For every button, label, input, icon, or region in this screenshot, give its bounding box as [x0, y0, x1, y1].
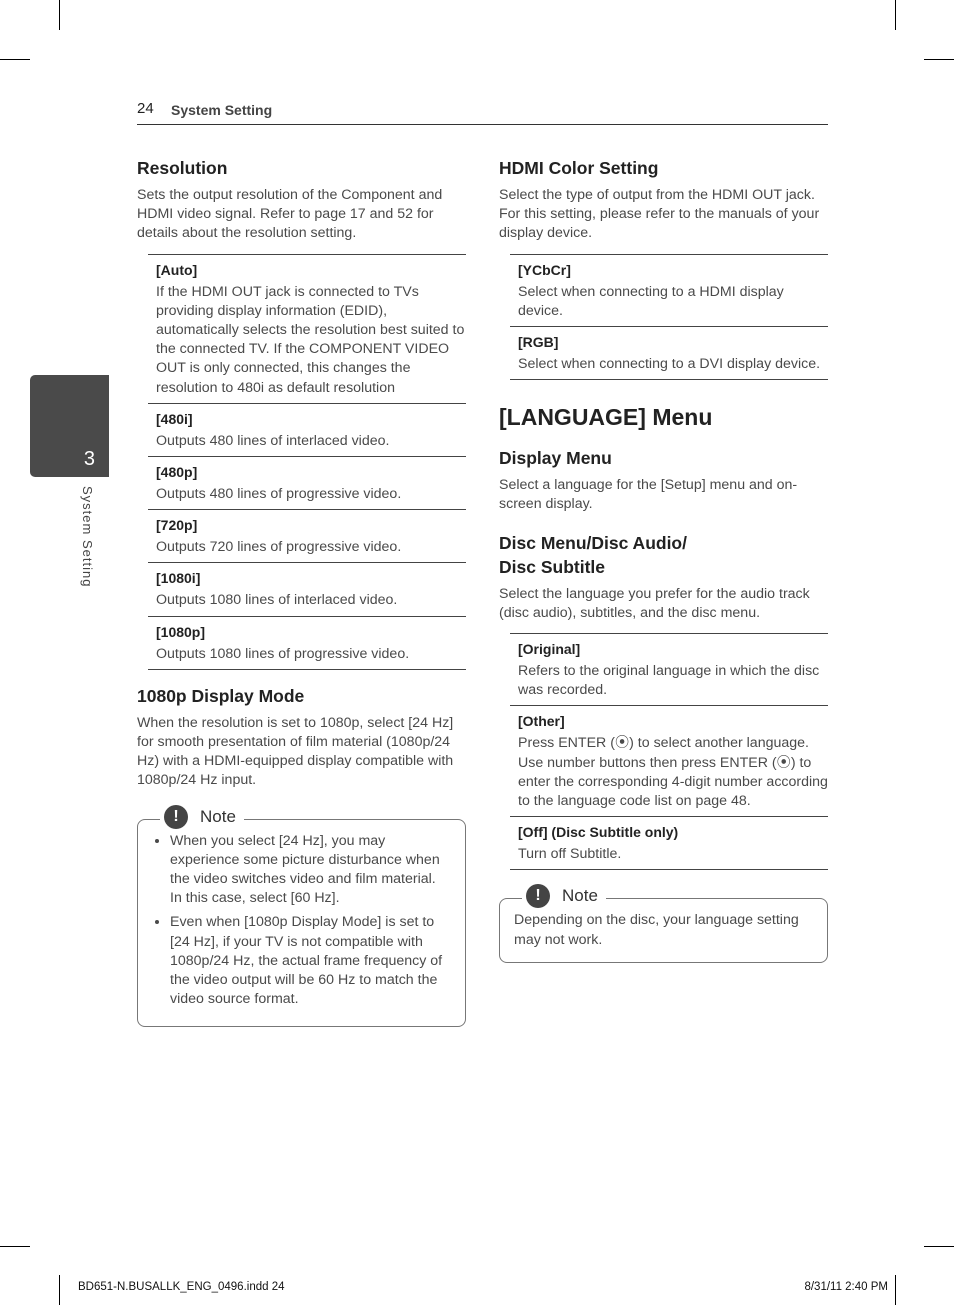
option-title: [Off] (Disc Subtitle only) — [518, 824, 679, 841]
option-row — [148, 563, 466, 616]
left-column — [137, 156, 466, 1027]
right-column — [499, 156, 828, 963]
note-label: Note — [200, 806, 236, 826]
resolution-heading: Resolution — [137, 158, 228, 178]
option-row — [148, 404, 466, 457]
crop-mark — [0, 59, 30, 60]
option-desc: Outputs 480 lines of interlaced video. — [156, 432, 390, 449]
display-mode-intro: When the resolution is set to 1080p, select [24 Hz] for smooth presentation of film material (1080p/24 Hz) with a HDMI-equipped display compatible with 1080p/24 Hz input. — [137, 714, 454, 789]
option-title: [480p] — [156, 464, 198, 481]
note-header — [522, 884, 606, 908]
option-title: [1080i] — [156, 570, 201, 587]
option-desc: Select when connecting to a DVI display device. — [518, 356, 821, 373]
crop-mark — [0, 1246, 30, 1247]
page-header — [137, 98, 828, 125]
option-title: [Auto] — [156, 261, 198, 278]
option-row — [510, 634, 828, 706]
display-menu-intro: Select a language for the [Setup] menu and on-screen display. — [499, 477, 798, 513]
option-desc: Select when connecting to a HDMI display device. — [518, 283, 784, 319]
option-row — [148, 255, 466, 404]
option-title: [Original] — [518, 641, 581, 658]
option-desc: Outputs 1080 lines of progressive video. — [156, 645, 410, 662]
option-desc: If the HDMI OUT jack is connected to TVs providing display information (EDID), automatically selects the resolution best suited to the connected TV. If the COMPONENT VIDEO OUT is only connected, this changes the resolution to 480i as default resolution — [156, 283, 465, 396]
option-row — [148, 510, 466, 563]
disc-menu-options — [510, 633, 828, 870]
chapter-number: 3 — [83, 448, 95, 470]
resolution-options — [148, 254, 466, 670]
option-title: [480i] — [156, 410, 193, 427]
option-title: [YCbCr] — [518, 261, 571, 278]
disc-menu-intro: Select the language you prefer for the audio track (disc audio), subtitles, and the disc menu. — [499, 585, 810, 621]
option-title: [1080p] — [156, 623, 206, 640]
option-desc: Outputs 480 lines of progressive video. — [156, 486, 402, 503]
option-title: [Other] — [518, 713, 565, 730]
option-desc: Press ENTER (⦿) to select another language. Use number buttons then press ENTER (⦿) to enter the corresponding 4-digit number according to the language code list on page 48. — [518, 735, 828, 810]
note-label: Note — [562, 886, 598, 906]
crop-mark — [59, 1275, 60, 1305]
section-title: System Setting — [171, 102, 273, 118]
hdmi-color-intro: Select the type of output from the HDMI OUT jack. For this setting, please refer to the manuals of your display device. — [499, 187, 820, 242]
note-list — [152, 832, 451, 1010]
resolution-intro: Sets the output resolution of the Component and HDMI video signal. Refer to page 17 and 52 for details about the resolution setting. — [137, 187, 443, 242]
disc-menu-heading-line2: Disc Subtitle — [499, 556, 605, 577]
option-title: [RGB] — [518, 334, 559, 351]
option-desc: Outputs 1080 lines of interlaced video. — [156, 592, 398, 609]
option-row — [510, 327, 828, 380]
display-mode-heading: 1080p Display Mode — [137, 685, 305, 706]
language-menu-heading: [LANGUAGE] Menu — [499, 404, 713, 431]
option-desc: Refers to the original language in which the disc was recorded. — [518, 663, 820, 699]
note-box — [137, 806, 466, 1028]
note-text: Depending on the disc, your language setting may not work. — [514, 912, 799, 948]
hdmi-color-options — [510, 254, 828, 381]
crop-mark — [59, 0, 60, 30]
exclamation-icon: ! — [526, 884, 550, 908]
option-desc: Turn off Subtitle. — [518, 846, 622, 863]
note-item: • Even when [1080p Display Mode] is set to [24 Hz], if your TV is not compatible with 1080p/24 Hz, the actual frame frequency of the video output will be 60 Hz to match the video source format. — [170, 913, 451, 1009]
option-row — [148, 617, 466, 670]
chapter-side-label: System Setting — [80, 486, 95, 588]
crop-mark — [895, 0, 896, 30]
hdmi-color-heading: HDMI Color Setting — [499, 158, 659, 178]
footer-file: BD651-N.BUSALLK_ENG_0496.indd 24 — [78, 1281, 285, 1293]
display-menu-heading: Display Menu — [499, 448, 612, 469]
exclamation-icon: ! — [164, 805, 188, 829]
option-title: [720p] — [156, 517, 198, 534]
option-row — [510, 817, 828, 870]
crop-mark — [895, 1275, 896, 1305]
note-item: • When you select [24 Hz], you may experience some picture disturbance when the video switches video and film material. In this case, select [60 Hz]. — [170, 832, 451, 909]
note-box — [499, 886, 828, 962]
option-row — [510, 706, 828, 817]
disc-menu-heading-line1: Disc Menu/Disc Audio/ — [499, 532, 687, 553]
crop-mark — [924, 1246, 954, 1247]
option-row — [510, 255, 828, 327]
option-row — [148, 457, 466, 510]
option-desc: Outputs 720 lines of progressive video. — [156, 539, 402, 556]
page-number: 24 — [137, 100, 154, 117]
footer-timestamp: 8/31/11 2:40 PM — [804, 1281, 888, 1293]
chapter-tab — [30, 375, 109, 477]
note-header — [160, 805, 244, 829]
crop-mark — [924, 59, 954, 60]
